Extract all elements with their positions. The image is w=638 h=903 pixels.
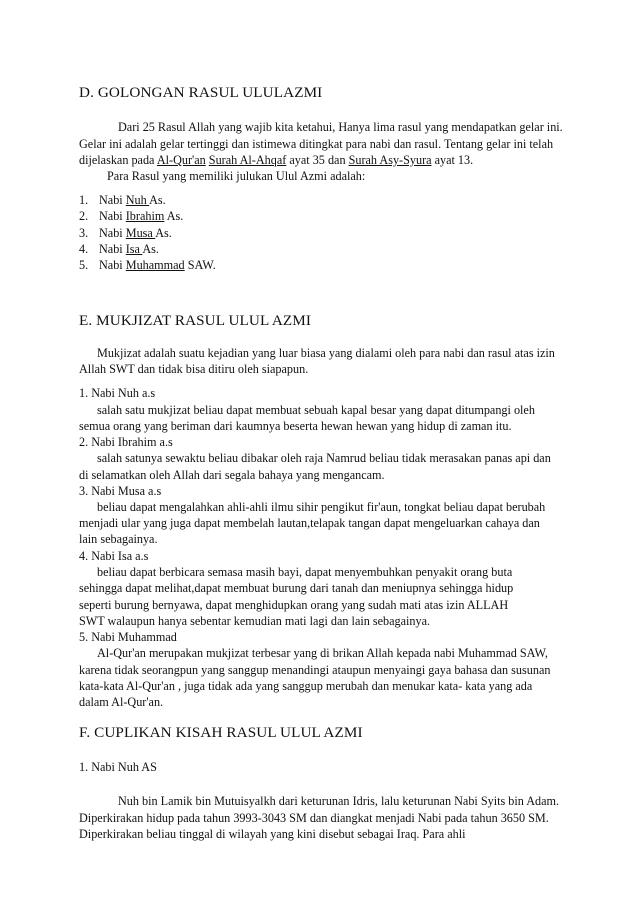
list-number: 1. bbox=[79, 193, 89, 207]
link-nabi-name[interactable]: Ibrahim bbox=[125, 209, 165, 223]
section-f-heading: F. CUPLIKAN KISAH RASUL ULUL AZMI bbox=[79, 724, 363, 741]
text-fragment: dijelaskan pada bbox=[79, 153, 157, 167]
mukjizat-item-line: karena tidak seorangpun yang sanggup menandingi ataupun menyaingi gaya bahasa dan susunan bbox=[79, 663, 551, 677]
link-al-quran[interactable]: Al-Qur'an bbox=[156, 153, 206, 167]
kisah-paragraph-line: Nuh bin Lamik bin Mutuisyalkh dari keturunan Idris, lalu keturunan Nabi Syits bin Adam. bbox=[118, 794, 560, 808]
mukjizat-item-title: 5. Nabi Muhammad bbox=[79, 630, 177, 644]
link-nabi-name[interactable]: Isa bbox=[125, 242, 143, 256]
list-number: 2. bbox=[79, 209, 89, 223]
list-text: Nabi bbox=[99, 209, 126, 223]
list-number: 5. bbox=[79, 258, 89, 272]
link-nabi-name[interactable]: Musa bbox=[125, 226, 156, 240]
section-e-intro-line: Mukjizat adalah suatu kejadian yang luar biasa yang dialami oleh para nabi dan rasul atas izin bbox=[97, 346, 555, 360]
list-text: SAW. bbox=[184, 258, 216, 272]
list-number: 4. bbox=[79, 242, 89, 256]
list-item bbox=[79, 257, 216, 273]
mukjizat-item-title: 1. Nabi Nuh a.s bbox=[79, 386, 156, 400]
list-number: 3. bbox=[79, 226, 89, 240]
mukjizat-item-line: semua orang yang beriman dari kaumnya beserta hewan hewan yang hidup di zaman itu. bbox=[79, 419, 512, 433]
mukjizat-item-line: salah satunya sewaktu beliau dibakar oleh raja Namrud beliau tidak merasakan panas api dan bbox=[97, 451, 551, 465]
list-text: As. bbox=[164, 209, 184, 223]
mukjizat-item-line: menjadi ular yang juga dapat membelah lautan,telapak tangan dapat mengeluarkan cahaya dan bbox=[79, 516, 540, 530]
section-d-paragraph-line: Dari 25 Rasul Allah yang wajib kita ketahui, Hanya lima rasul yang mendapatkan gelar ini. bbox=[118, 120, 563, 134]
link-surah-al-ahqaf[interactable]: Surah Al-Ahqaf bbox=[208, 153, 287, 167]
kisah-paragraph-line: Diperkirakan beliau tinggal di wilayah yang kini disebut sebagai Iraq. Para ahli bbox=[79, 827, 466, 841]
link-nabi-name[interactable]: Nuh bbox=[125, 193, 150, 207]
list-text: As. bbox=[155, 226, 172, 240]
list-item bbox=[79, 225, 172, 241]
mukjizat-item-line: sehingga dapat melihat,dapat membuat burung dari tanah dan meniupnya sehingga hidup bbox=[79, 581, 514, 595]
list-text: Nabi bbox=[99, 258, 126, 272]
text-fragment: ayat 13. bbox=[431, 153, 474, 167]
list-text: As. bbox=[149, 193, 166, 207]
mukjizat-item-line: beliau dapat mengalahkan ahli-ahli ilmu sihir pengikut fir'aun, tongkat beliau dapat berubah bbox=[97, 500, 546, 514]
text-fragment: ayat 35 dan bbox=[286, 153, 349, 167]
section-d-heading: D. GOLONGAN RASUL ULULAZMI bbox=[79, 84, 323, 101]
mukjizat-item-line: seperti burung bernyawa, dapat menghidupkan orang yang sudah mati atas izin ALLAH bbox=[79, 598, 509, 612]
mukjizat-item-line: kata-kata Al-Qur'an , juga tidak ada yang sanggup merubah dan menukar kata- kata yang ada bbox=[79, 679, 533, 693]
mukjizat-item-title: 2. Nabi Ibrahim a.s bbox=[79, 435, 173, 449]
list-item bbox=[79, 241, 159, 257]
mukjizat-item-line: SWT walaupun hanya sebentar kemudian mati lagi dan lain sebagainya. bbox=[79, 614, 431, 628]
mukjizat-item-line: beliau dapat berbicara semasa masih bayi, dapat menyembuhkan penyakit orang buta bbox=[97, 565, 513, 579]
list-item bbox=[79, 192, 166, 208]
link-nabi-name[interactable]: Muhammad bbox=[125, 258, 185, 272]
mukjizat-item-title: 4. Nabi Isa a.s bbox=[79, 549, 149, 563]
mukjizat-item-line: dalam Al-Qur'an. bbox=[79, 695, 164, 709]
kisah-paragraph-line: Diperkirakan hidup pada tahun 3993-3043 SM dan diangkat menjadi Nabi pada tahun 3650 SM. bbox=[79, 811, 549, 825]
mukjizat-item-line: di selamatkan oleh Allah dari segala bahaya yang mengancam. bbox=[79, 468, 385, 482]
section-d-paragraph-line: Gelar ini adalah gelar tertinggi dan istimewa ditingkat para nabi dan rasul. Tentang gelar ini telah bbox=[79, 137, 554, 151]
section-e-intro-line: Allah SWT dan tidak bisa ditiru oleh siapapun. bbox=[79, 362, 309, 376]
list-text: Nabi bbox=[99, 226, 126, 240]
mukjizat-item-line: Al-Qur'an merupakan mukjizat terbesar yang di brikan Allah kepada nabi Muhammad SAW, bbox=[97, 646, 548, 660]
list-item bbox=[79, 208, 183, 224]
section-d-paragraph-line bbox=[79, 152, 473, 168]
section-d-paragraph-line: Para Rasul yang memiliki julukan Ulul Azmi adalah: bbox=[107, 169, 366, 183]
mukjizat-item-line: salah satu mukjizat beliau dapat membuat sebuah kapal besar yang dapat ditumpangi oleh bbox=[97, 403, 535, 417]
section-e-heading: E. MUKJIZAT RASUL ULUL AZMI bbox=[79, 312, 312, 329]
list-text: As. bbox=[142, 242, 159, 256]
mukjizat-item-line: lain sebagainya. bbox=[79, 532, 158, 546]
link-surah-asy-syura[interactable]: Surah Asy-Syura bbox=[348, 153, 432, 167]
list-text: Nabi bbox=[99, 193, 126, 207]
mukjizat-item-title: 3. Nabi Musa a.s bbox=[79, 484, 162, 498]
kisah-subheading: 1. Nabi Nuh AS bbox=[79, 760, 157, 774]
list-text: Nabi bbox=[99, 242, 126, 256]
